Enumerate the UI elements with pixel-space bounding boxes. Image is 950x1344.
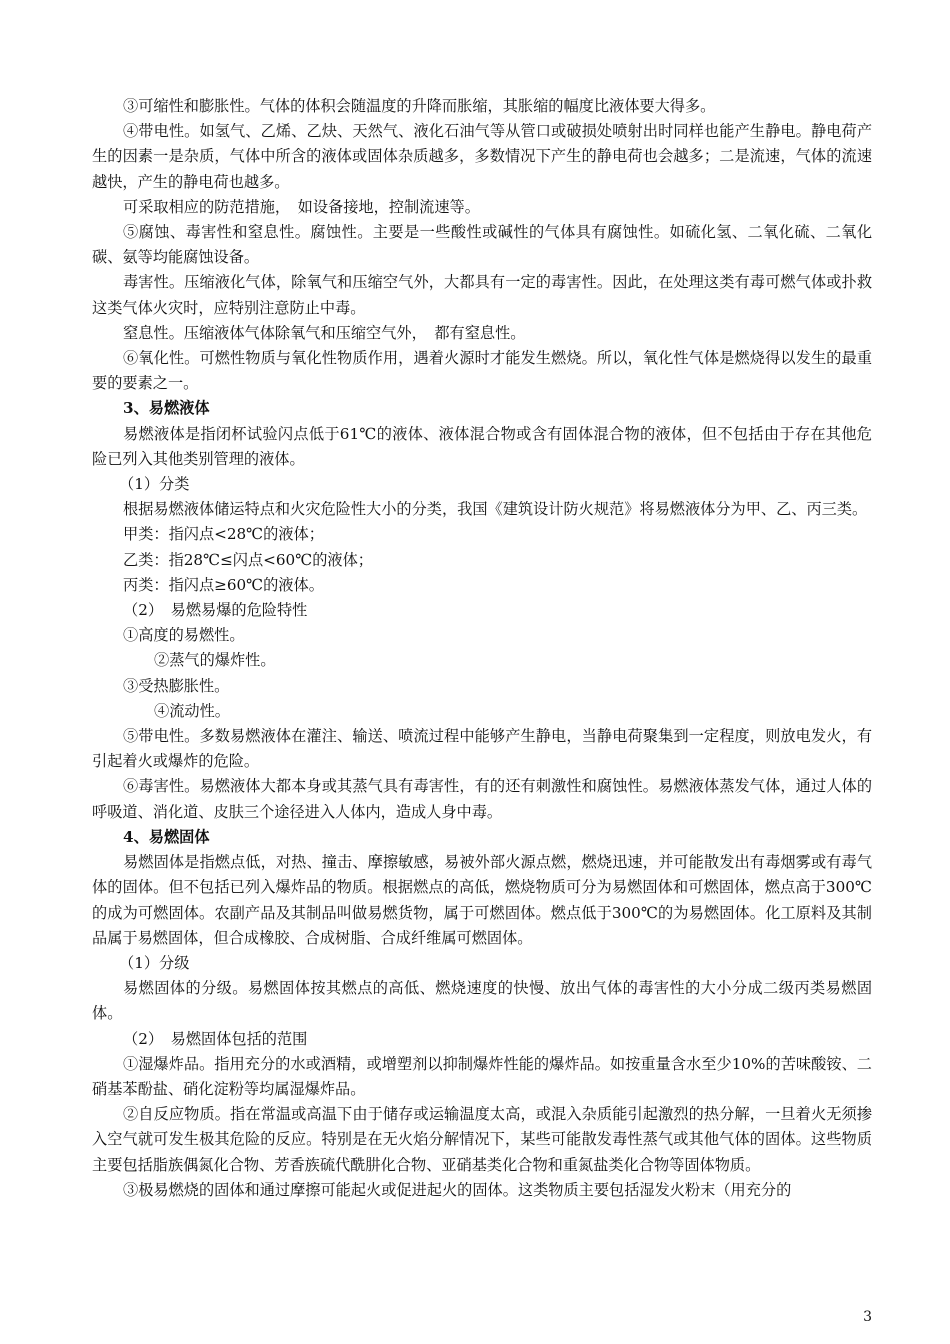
paragraph: ⑥氧化性。可燃性物质与氧化性物质作用，遇着火源时才能发生燃烧。所以，氧化性气体是燃烧得以发生的最重要的要素之一。 xyxy=(92,349,872,393)
paragraph: 易燃液体是指闭杯试验闪点低于61℃的液体、液体混合物或含有固体混合物的液体，但不包括由于存在其他危险已列入其他类别管理的液体。 xyxy=(92,424,872,468)
paragraph: 易燃固体的分级。易燃固体按其燃点的高低、燃烧速度的快慢、放出气体的毒害性的大小分成二级丙类易燃固体。 xyxy=(92,979,872,1023)
paragraph: ③可缩性和膨胀性。气体的体积会随温度的升降而胀缩，其胀缩的幅度比液体要大得多。 xyxy=(123,97,716,115)
paragraph: （2） 易燃易爆的危险特性 xyxy=(123,601,308,620)
paragraph: 可采取相应的防范措施， 如设备接地，控制流速等。 xyxy=(123,197,480,216)
paragraph: 窒息性。压缩液体气体除氧气和压缩空气外， 都有窒息性。 xyxy=(123,323,526,342)
paragraph: （1）分类 xyxy=(119,475,190,494)
paragraph: 根据易燃液体储运特点和火灾危险性大小的分类，我国《建筑设计防火规范》将易燃液体分为甲、乙、丙三类。 xyxy=(123,500,868,519)
paragraph: ③极易燃烧的固体和通过摩擦可能起火或促进起火的固体。这类物质主要包括湿发火粉末（用充分的 xyxy=(123,1180,792,1199)
paragraph: ⑤腐蚀、毒害性和窒息性。腐蚀性。主要是一些酸性或碱性的气体具有腐蚀性。如硫化氢、二氧化硫、二氧化碳、氨等均能腐蚀设备。 xyxy=(92,223,872,267)
paragraph: ④带电性。如氢气、乙烯、乙炔、天然气、液化石油气等从管口或破损处喷射出时同样也能产生静电。静电荷产生的因素一是杂质，气体中所含的液体或固体杂质越多，多数情况下产生的静电荷也会越多；二是流速，气体的流速越快，产生的静电荷也越多。 xyxy=(92,122,872,191)
paragraph: 易燃固体是指燃点低，对热、撞击、摩擦敏感，易被外部火源点燃，燃烧迅速，并可能散发出有毒烟雾或有毒气体的固体。但不包括已列入爆炸品的物质。根据燃点的高低，燃烧物质可分为易燃固体和可燃固体，燃点高于300℃的成为可燃固体。农副产品及其制品叫做易燃货物，属于可燃固体。燃点低于300℃的为易燃固体。化工原料及其制品属于易燃固体，但合成橡胶、合成树脂、合成纤维属可燃固体。 xyxy=(92,853,872,947)
paragraph: ⑤带电性。多数易燃液体在灌注、输送、喷流过程中能够产生静电，当静电荷聚集到一定程度，则放电发火，有引起着火或爆炸的危险。 xyxy=(92,727,872,771)
paragraph: ①高度的易燃性。 xyxy=(123,626,245,645)
paragraph: 甲类：指闪点<28℃的液体； xyxy=(123,525,324,544)
paragraph: （1）分级 xyxy=(119,953,190,972)
paragraph: 丙类：指闪点≥60℃的液体。 xyxy=(123,575,324,594)
document-body xyxy=(92,94,872,1203)
section-heading: 3、易燃液体 xyxy=(123,399,210,418)
paragraph: ④流动性。 xyxy=(154,701,230,720)
paragraph: ③受热膨胀性。 xyxy=(123,676,230,695)
paragraph: ⑥毒害性。易燃液体大都本身或其蒸气具有毒害性，有的还有刺激性和腐蚀性。易燃液体蒸发气体，通过人体的呼吸道、消化道、皮肤三个途径进入人体内，造成人身中毒。 xyxy=(92,777,872,821)
paragraph: ②蒸气的爆炸性。 xyxy=(154,651,276,670)
paragraph: （2） 易燃固体包括的范围 xyxy=(123,1029,308,1048)
paragraph: ②自反应物质。指在常温或高温下由于储存或运输温度太高，或混入杂质能引起激烈的热分解，一旦着火无须掺入空气就可发生极其危险的反应。特别是在无火焰分解情况下，某些可能散发毒性蒸气或其他气体的固体。这些物质主要包括脂族偶氮化合物、芳香族硫代酰肼化合物、亚硝基类化合物和重氮盐类化合物等固体物质。 xyxy=(92,1105,872,1174)
paragraph: 乙类：指28℃≤闪点<60℃的液体； xyxy=(123,550,373,569)
section-heading: 4、易燃固体 xyxy=(123,827,210,846)
paragraph: 毒害性。压缩液化气体，除氧气和压缩空气外，大都具有一定的毒害性。因此，在处理这类有毒可燃气体或扑救这类气体火灾时，应特别注意防止中毒。 xyxy=(92,273,872,317)
page-number: 3 xyxy=(863,1309,872,1325)
paragraph: ①湿爆炸品。指用充分的水或酒精，或增塑剂以抑制爆炸性能的爆炸品。如按重量含水至少10%的苦味酸铵、二硝基苯酚盐、硝化淀粉等均属湿爆炸品。 xyxy=(92,1054,872,1098)
